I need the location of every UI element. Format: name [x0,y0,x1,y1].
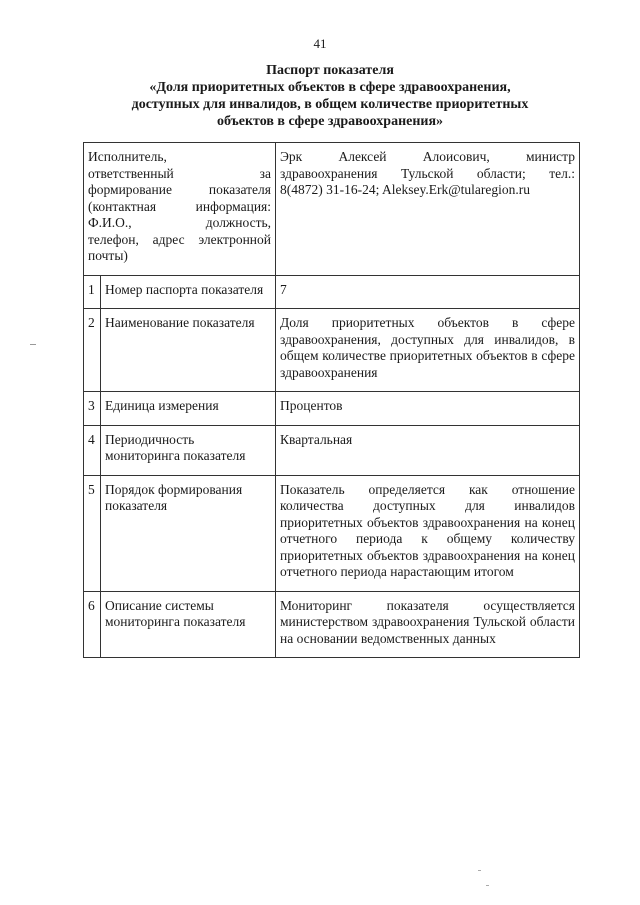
table-row [84,275,580,309]
table-row [84,591,580,658]
row-number: 3 [84,392,101,426]
title-line-1: Паспорт показателя [266,63,394,78]
title-line-3: доступных для инвалидов, в общем количестве приоритетных [131,97,529,112]
table-row [84,475,580,591]
title-line-4: объектов в сфере здравоохранения» [216,114,444,129]
row-number: 2 [84,309,101,392]
row-label: Порядок формирования показателя [101,475,276,591]
scan-speck [478,870,481,871]
row-label: Периодичность мониторинга показателя [101,425,276,475]
table-row [84,392,580,426]
executor-row [84,143,580,276]
row-value: Квартальная [276,425,580,475]
page-number: 41 [313,36,327,51]
table-row [84,309,580,392]
row-label: Наименование показателя [101,309,276,392]
row-number: 4 [84,425,101,475]
table-row [84,425,580,475]
row-value: Показатель определяется как отношение количества доступных для инвалидов приоритетных объектов здравоохранения на конец отчетного периода к общему количеству приоритетных объектов здравоохранения на конец отчетного периода нарастающим итогом [276,475,580,591]
row-value: Доля приоритетных объектов в сфере здравоохранения, доступных для инвалидов, в общем количестве приоритетных объектов в сфере здравоохранения [276,309,580,392]
row-label: Единица измерения [101,392,276,426]
row-value: Процентов [276,392,580,426]
title-line-2: «Доля приоритетных объектов в сфере здравоохранения, [149,80,511,95]
document-title [80,62,580,130]
margin-mark [30,344,36,345]
row-number: 6 [84,591,101,658]
row-number: 5 [84,475,101,591]
passport-table [83,142,580,658]
executor-label: Исполнитель, ответственный за формирование показателя (контактная информация: Ф.И.О., должность, телефон, адрес электронной почты) [84,143,276,276]
row-label: Описание системы мониторинга показателя [101,591,276,658]
row-number: 1 [84,275,101,309]
scan-speck [486,885,489,886]
row-label: Номер паспорта показателя [101,275,276,309]
executor-value: Эрк Алексей Алоисович, министр здравоохранения Тульской области; тел.: 8(4872) 31-16-24; Aleksey.Erk@tularegion.ru [276,143,580,276]
row-value: Мониторинг показателя осуществляется министерством здравоохранения Тульской области на основании ведомственных данных [276,591,580,658]
row-value: 7 [276,275,580,309]
